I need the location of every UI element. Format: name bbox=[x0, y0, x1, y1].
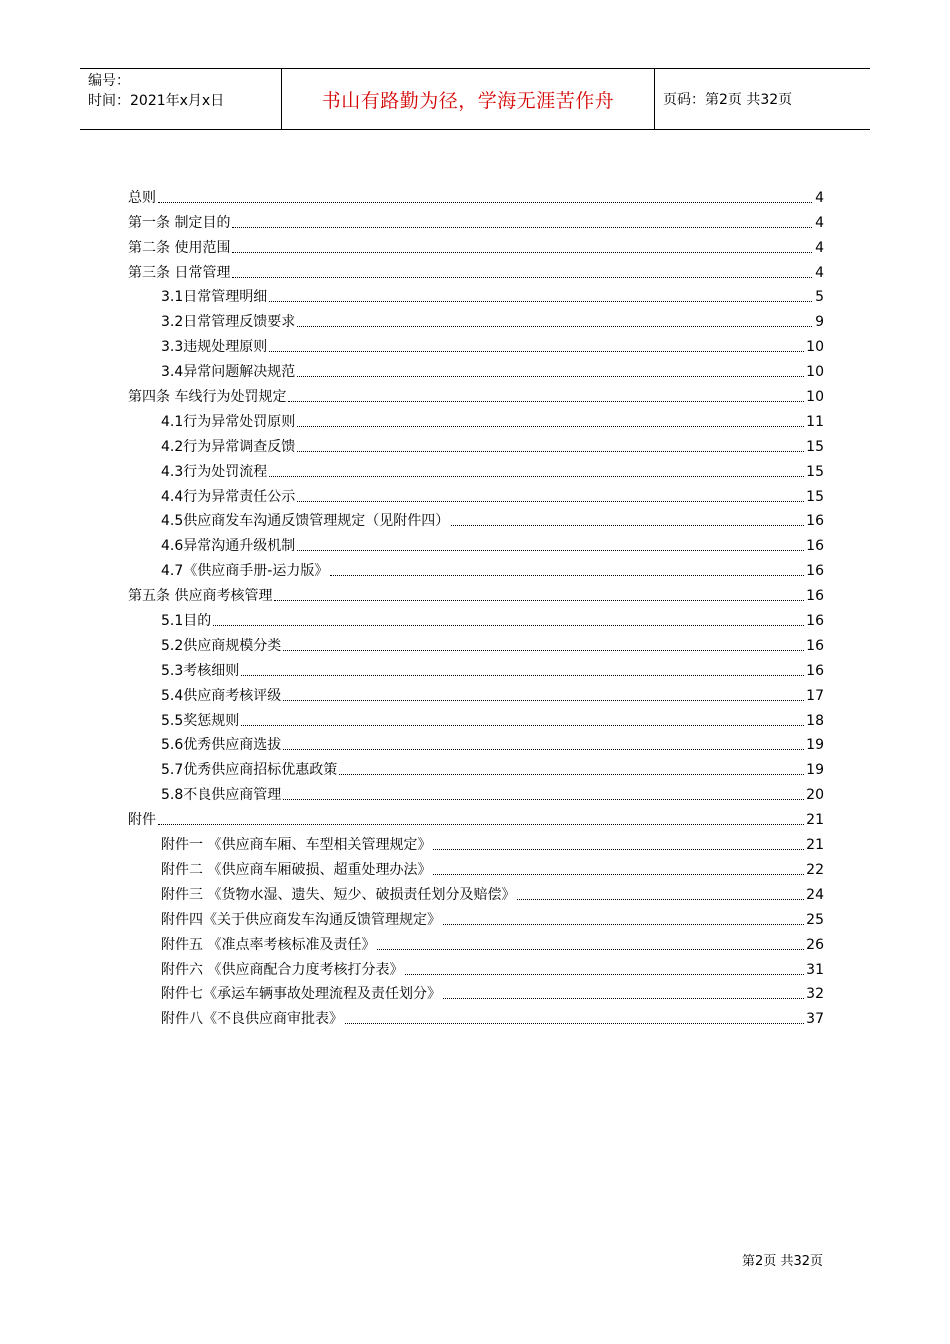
toc-entry-label: 5.5奖惩规则 bbox=[161, 712, 240, 729]
header-motto: 书山有路勤为径，学海无涯苦作舟 bbox=[282, 69, 655, 129]
toc-entry[interactable] bbox=[128, 730, 824, 755]
toc-dot-leader bbox=[443, 924, 804, 925]
toc-dot-leader bbox=[297, 376, 804, 377]
toc-entry-label: 4.2行为异常调查反馈 bbox=[161, 438, 296, 455]
toc-entry-page: 21 bbox=[806, 837, 824, 854]
toc-entry-label: 总则 bbox=[128, 189, 156, 206]
toc-entry-page: 19 bbox=[806, 762, 824, 779]
toc-entry-page: 24 bbox=[806, 886, 824, 903]
toc-entry-label: 4.7《供应商手册-运力版》 bbox=[161, 563, 329, 580]
toc-entry-label: 第四条 车线行为处罚规定 bbox=[128, 389, 287, 406]
toc-entry-page: 11 bbox=[806, 413, 824, 430]
toc-entry[interactable] bbox=[128, 655, 824, 680]
toc-entry-page: 20 bbox=[806, 787, 824, 804]
toc-entry[interactable] bbox=[128, 904, 824, 929]
toc-entry-page: 16 bbox=[806, 662, 824, 679]
toc-entry-page: 10 bbox=[806, 339, 824, 356]
toc-entry[interactable] bbox=[128, 381, 824, 406]
toc-entry[interactable] bbox=[128, 257, 824, 282]
toc-entry-label: 3.2日常管理反馈要求 bbox=[161, 314, 296, 331]
toc-dot-leader bbox=[443, 998, 804, 999]
toc-entry[interactable] bbox=[128, 929, 824, 954]
toc-dot-leader bbox=[158, 202, 812, 203]
toc-entry-label: 5.8不良供应商管理 bbox=[161, 787, 282, 804]
toc-entry[interactable] bbox=[128, 605, 824, 630]
toc-entry-page: 15 bbox=[806, 463, 824, 480]
toc-dot-leader bbox=[283, 650, 804, 651]
toc-entry-page: 16 bbox=[806, 538, 824, 555]
toc-entry-label: 附件 bbox=[128, 812, 156, 829]
toc-entry-label: 3.3违规处理原则 bbox=[161, 339, 268, 356]
toc-dot-leader bbox=[345, 1023, 804, 1024]
toc-entry[interactable] bbox=[128, 232, 824, 257]
toc-entry-label: 附件二 《供应商车厢破损、超重处理办法》 bbox=[161, 861, 432, 878]
header-left-cell bbox=[80, 69, 282, 129]
toc-entry[interactable] bbox=[128, 804, 824, 829]
toc-entry-page: 15 bbox=[806, 438, 824, 455]
toc-dot-leader bbox=[330, 575, 804, 576]
toc-entry-label: 附件一 《供应商车厢、车型相关管理规定》 bbox=[161, 837, 432, 854]
toc-entry-label: 第三条 日常管理 bbox=[128, 264, 231, 281]
toc-dot-leader bbox=[269, 351, 804, 352]
toc-entry-label: 5.6优秀供应商选拔 bbox=[161, 737, 282, 754]
toc-entry-page: 25 bbox=[806, 911, 824, 928]
toc-entry-label: 附件三 《货物水湿、遗失、短少、破损责任划分及赔偿》 bbox=[161, 886, 516, 903]
toc-entry[interactable] bbox=[128, 854, 824, 879]
toc-entry[interactable] bbox=[128, 705, 824, 730]
toc-dot-leader bbox=[433, 874, 804, 875]
toc-dot-leader bbox=[297, 550, 804, 551]
toc-entry-label: 5.2供应商规模分类 bbox=[161, 637, 282, 654]
toc-entry-page: 32 bbox=[806, 986, 824, 1003]
toc-entry-page: 9 bbox=[815, 314, 824, 331]
toc-entry-label: 第五条 供应商考核管理 bbox=[128, 588, 273, 605]
toc-entry-page: 5 bbox=[815, 289, 824, 306]
toc-entry[interactable] bbox=[128, 754, 824, 779]
toc-entry-label: 4.3行为处罚流程 bbox=[161, 463, 268, 480]
toc-entry-page: 31 bbox=[806, 961, 824, 978]
toc-entry-label: 附件八《不良供应商审批表》 bbox=[161, 1011, 343, 1028]
toc-entry-page: 10 bbox=[806, 364, 824, 381]
toc-dot-leader bbox=[517, 899, 804, 900]
toc-entry-page: 4 bbox=[815, 189, 824, 206]
toc-entry[interactable] bbox=[128, 481, 824, 506]
toc-dot-leader bbox=[232, 252, 812, 253]
toc-dot-leader bbox=[297, 501, 804, 502]
footer-page-number: 第2页 共32页 bbox=[742, 1254, 823, 1269]
toc-entry-page: 26 bbox=[806, 936, 824, 953]
toc-dot-leader bbox=[451, 525, 804, 526]
toc-entry-page: 19 bbox=[806, 737, 824, 754]
toc-entry-label: 附件七《承运车辆事故处理流程及责任划分》 bbox=[161, 986, 441, 1003]
toc-entry-label: 附件四《关于供应商发车沟通反馈管理规定》 bbox=[161, 911, 441, 928]
toc-entry-page: 15 bbox=[806, 488, 824, 505]
toc-entry-label: 第一条 制定目的 bbox=[128, 214, 231, 231]
toc-entry-page: 21 bbox=[806, 812, 824, 829]
toc-entry-page: 4 bbox=[815, 264, 824, 281]
toc-dot-leader bbox=[297, 326, 812, 327]
toc-entry-page: 16 bbox=[806, 637, 824, 654]
toc-entry-page: 17 bbox=[806, 687, 824, 704]
toc-entry[interactable] bbox=[128, 306, 824, 331]
toc-entry-page: 16 bbox=[806, 513, 824, 530]
toc-entry[interactable] bbox=[128, 356, 824, 381]
toc-entry[interactable] bbox=[128, 1003, 824, 1028]
toc-entry-label: 4.1行为异常处罚原则 bbox=[161, 413, 296, 430]
toc-entry-page: 16 bbox=[806, 613, 824, 630]
toc-dot-leader bbox=[339, 774, 804, 775]
toc-entry-label: 4.5供应商发车沟通反馈管理规定（见附件四） bbox=[161, 513, 450, 530]
toc-entry-page: 4 bbox=[815, 214, 824, 231]
toc-dot-leader bbox=[241, 675, 804, 676]
toc-dot-leader bbox=[274, 600, 804, 601]
toc-dot-leader bbox=[232, 227, 812, 228]
toc-entry[interactable] bbox=[128, 282, 824, 307]
toc-entry-label: 第二条 使用范围 bbox=[128, 239, 231, 256]
toc-dot-leader bbox=[232, 277, 812, 278]
toc-dot-leader bbox=[297, 451, 804, 452]
toc-dot-leader bbox=[283, 749, 804, 750]
toc-dot-leader bbox=[213, 625, 804, 626]
document-time-label: 时间：2021年x月x日 bbox=[88, 93, 225, 109]
toc-entry-label: 5.4供应商考核评级 bbox=[161, 687, 282, 704]
toc-entry[interactable] bbox=[128, 182, 824, 207]
toc-entry-page: 4 bbox=[815, 239, 824, 256]
toc-dot-leader bbox=[288, 401, 804, 402]
toc-entry-page: 16 bbox=[806, 563, 824, 580]
toc-entry[interactable] bbox=[128, 331, 824, 356]
toc-entry[interactable] bbox=[128, 555, 824, 580]
toc-entry[interactable] bbox=[128, 879, 824, 904]
page-header bbox=[80, 68, 870, 130]
toc-dot-leader bbox=[377, 949, 804, 950]
toc-entry[interactable] bbox=[128, 207, 824, 232]
toc-entry-page: 10 bbox=[806, 389, 824, 406]
toc-entry[interactable] bbox=[128, 954, 824, 979]
toc-entry-label: 4.4行为异常责任公示 bbox=[161, 488, 296, 505]
toc-dot-leader bbox=[297, 426, 804, 427]
toc-dot-leader bbox=[241, 725, 804, 726]
toc-dot-leader bbox=[283, 700, 804, 701]
document-number-label: 编号： bbox=[88, 73, 130, 89]
toc-entry[interactable] bbox=[128, 431, 824, 456]
toc-entry-page: 16 bbox=[806, 588, 824, 605]
toc-dot-leader bbox=[269, 301, 812, 302]
toc-entry-label: 5.3考核细则 bbox=[161, 662, 240, 679]
toc-entry[interactable] bbox=[128, 829, 824, 854]
toc-entry-label: 附件五 《准点率考核标准及责任》 bbox=[161, 936, 376, 953]
toc-entry[interactable] bbox=[128, 680, 824, 705]
toc-entry-label: 5.7优秀供应商招标优惠政策 bbox=[161, 762, 338, 779]
table-of-contents bbox=[128, 182, 824, 1028]
toc-entry[interactable] bbox=[128, 630, 824, 655]
toc-dot-leader bbox=[433, 849, 804, 850]
header-page-label: 页码：第2页 共32页 bbox=[663, 92, 793, 108]
toc-entry-label: 附件六 《供应商配合力度考核打分表》 bbox=[161, 961, 404, 978]
toc-entry-page: 37 bbox=[806, 1011, 824, 1028]
toc-entry-page: 18 bbox=[806, 712, 824, 729]
toc-entry-label: 4.6异常沟通升级机制 bbox=[161, 538, 296, 555]
toc-dot-leader bbox=[283, 799, 804, 800]
toc-entry[interactable] bbox=[128, 456, 824, 481]
toc-entry-page: 22 bbox=[806, 861, 824, 878]
toc-entry[interactable] bbox=[128, 506, 824, 531]
toc-entry[interactable] bbox=[128, 530, 824, 555]
toc-dot-leader bbox=[158, 824, 804, 825]
toc-entry-label: 5.1目的 bbox=[161, 613, 212, 630]
toc-entry-label: 3.4异常问题解决规范 bbox=[161, 364, 296, 381]
toc-dot-leader bbox=[269, 476, 804, 477]
toc-entry[interactable] bbox=[128, 406, 824, 431]
toc-entry-label: 3.1日常管理明细 bbox=[161, 289, 268, 306]
toc-entry[interactable] bbox=[128, 979, 824, 1004]
toc-entry[interactable] bbox=[128, 580, 824, 605]
toc-dot-leader bbox=[405, 974, 804, 975]
toc-entry[interactable] bbox=[128, 779, 824, 804]
